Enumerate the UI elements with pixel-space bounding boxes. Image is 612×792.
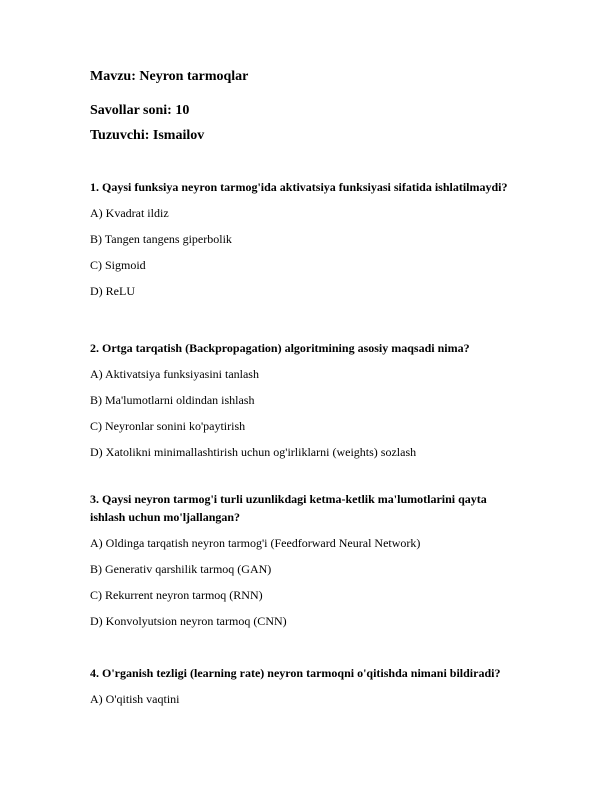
question-count-heading: Savollar soni: 10 xyxy=(90,103,190,118)
question-text: 1. Qaysi funksiya neyron tarmog'ida aktivatsiya funksiyasi sifatida ishlatilmaydi? xyxy=(90,180,508,194)
answer-option-a: A) O'qitish vaqtini xyxy=(90,692,180,706)
answer-option-d: D) Xatolikni minimallashtirish uchun og'irliklarni (weights) sozlash xyxy=(90,445,417,459)
answer-option-b: B) Ma'lumotlarni oldindan ishlash xyxy=(90,393,255,407)
answer-option-a: A) Oldinga tarqatish neyron tarmog'i (Feedforward Neural Network) xyxy=(90,536,421,550)
answer-option-c: C) Rekurrent neyron tarmoq (RNN) xyxy=(90,588,263,602)
question-text: 4. O'rganish tezligi (learning rate) neyron tarmoqni o'qitishda nimani bildiradi? xyxy=(90,666,501,680)
topic-heading: Mavzu: Neyron tarmoqlar xyxy=(90,69,249,84)
question-block-3 xyxy=(90,490,518,628)
answer-option-d: D) Konvolyutsion neyron tarmoq (CNN) xyxy=(90,614,287,628)
answer-option-b: B) Tangen tangens giperbolik xyxy=(90,232,232,246)
author-heading: Tuzuvchi: Ismailov xyxy=(90,128,205,143)
answer-option-b: B) Generativ qarshilik tarmoq (GAN) xyxy=(90,562,272,576)
question-text: 3. Qaysi neyron tarmog'i turli uzunlikdagi ketma-ketlik ma'lumotlarini qayta ishlash uchun mo'ljallangan? xyxy=(90,492,487,524)
answer-option-c: C) Sigmoid xyxy=(90,258,146,272)
answer-option-d: D) ReLU xyxy=(90,284,135,298)
question-block-4 xyxy=(90,664,518,706)
answer-option-a: A) Kvadrat ildiz xyxy=(90,206,169,220)
question-block-2 xyxy=(90,339,518,459)
question-text: 2. Ortga tarqatish (Backpropagation) algoritmining asosiy maqsadi nima? xyxy=(90,341,470,355)
answer-option-c: C) Neyronlar sonini ko'paytirish xyxy=(90,419,246,433)
answer-option-a: A) Aktivatsiya funksiyasini tanlash xyxy=(90,367,259,381)
question-block-1 xyxy=(90,178,518,298)
